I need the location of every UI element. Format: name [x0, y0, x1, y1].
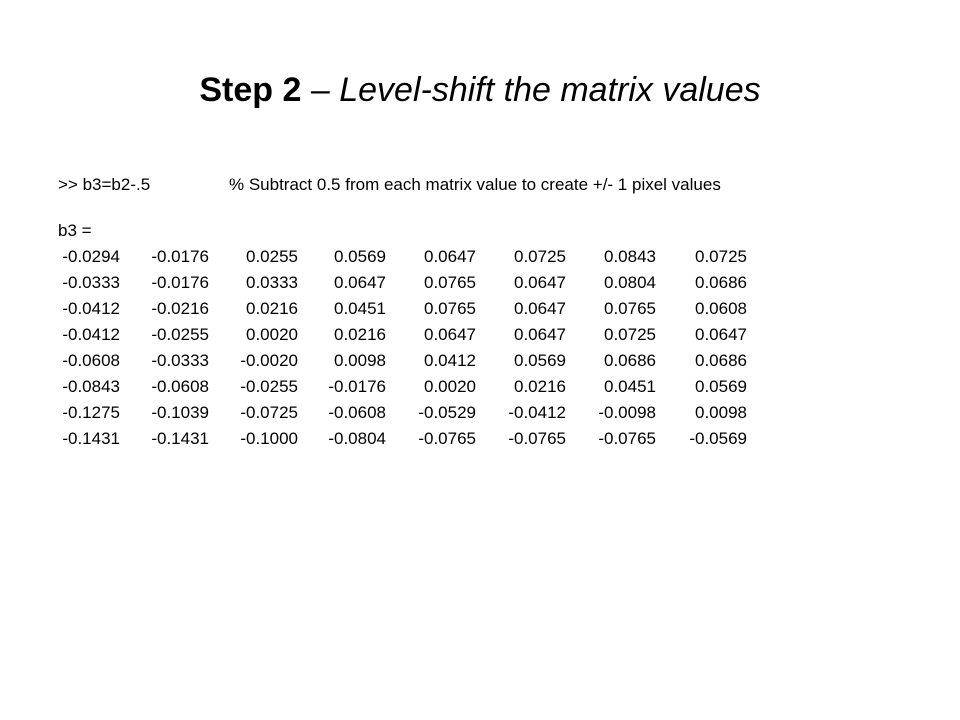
matrix-cell: -0.0412: [508, 403, 566, 422]
matrix-cell: 0.0725: [514, 247, 566, 266]
matrix-cell: 0.0686: [604, 351, 656, 370]
matrix-cell: -0.0294: [62, 247, 120, 266]
matrix-cell: 0.0647: [695, 325, 747, 344]
matrix-cell: -0.0529: [418, 403, 476, 422]
matrix-cell: 0.0569: [334, 247, 386, 266]
matrix-cell: 0.0647: [514, 325, 566, 344]
matrix-cell: -0.0176: [151, 247, 209, 266]
matrix-cell: -0.1039: [151, 403, 209, 422]
matrix-cell: -0.0333: [151, 351, 209, 370]
matrix-cell: 0.0569: [695, 377, 747, 396]
matrix-cell: 0.0725: [695, 247, 747, 266]
matrix-cell: 0.0725: [604, 325, 656, 344]
matrix-cell: 0.0216: [334, 325, 386, 344]
matrix-cell: -0.0176: [151, 273, 209, 292]
command-comment: % Subtract 0.5 from each matrix value to create +/- 1 pixel values: [229, 175, 721, 194]
matrix-cell: 0.0647: [424, 247, 476, 266]
matrix-cell: -0.0804: [328, 429, 386, 448]
matrix-cell: 0.0804: [604, 273, 656, 292]
matrix-cell: -0.0098: [598, 403, 656, 422]
matrix-cell: 0.0216: [246, 299, 298, 318]
matrix-cell: 0.0451: [334, 299, 386, 318]
matrix-cell: 0.0765: [424, 273, 476, 292]
matrix-cell: -0.0176: [328, 377, 386, 396]
matrix-cell: -0.0412: [62, 299, 120, 318]
title-step-label: Step 2: [199, 71, 302, 109]
matrix-cell: 0.0647: [334, 273, 386, 292]
matrix-cell: 0.0569: [514, 351, 566, 370]
matrix-cell: 0.0647: [514, 273, 566, 292]
title-description: Level-shift the matrix values: [339, 71, 761, 109]
matrix-cell: -0.0608: [151, 377, 209, 396]
matrix-cell: -0.0765: [418, 429, 476, 448]
matrix-cell: -0.1431: [62, 429, 120, 448]
matrix-cell: -0.0412: [62, 325, 120, 344]
matrix-cell: 0.0216: [514, 377, 566, 396]
matrix-cell: 0.0686: [695, 273, 747, 292]
matrix-cell: 0.0255: [246, 247, 298, 266]
matrix-cell: 0.0098: [695, 403, 747, 422]
command-input: >> b3=b2-.5: [58, 175, 151, 194]
matrix-cell: -0.0216: [151, 299, 209, 318]
matrix-cell: 0.0843: [604, 247, 656, 266]
matrix-cell: 0.0333: [246, 273, 298, 292]
matrix-cell: 0.0686: [695, 351, 747, 370]
matrix-cell: -0.0020: [240, 351, 298, 370]
matrix-cell: -0.0765: [508, 429, 566, 448]
matrix-cell: -0.0569: [689, 429, 747, 448]
matrix-cell: -0.0843: [62, 377, 120, 396]
matrix-cell: 0.0412: [424, 351, 476, 370]
matrix-cell: 0.0647: [514, 299, 566, 318]
matrix-cell: -0.0255: [240, 377, 298, 396]
matrix-cell: 0.0451: [604, 377, 656, 396]
matrix-cell: -0.0608: [328, 403, 386, 422]
matrix-cell: 0.0765: [604, 299, 656, 318]
output-variable-line: b3 =: [58, 221, 92, 240]
matrix-cell: 0.0765: [424, 299, 476, 318]
matrix-cell: -0.1000: [240, 429, 298, 448]
slide-title: [0, 68, 960, 112]
matrix-cell: 0.0608: [695, 299, 747, 318]
matrix-cell: -0.1431: [151, 429, 209, 448]
matrix-cell: -0.0608: [62, 351, 120, 370]
matrix-cell: -0.0255: [151, 325, 209, 344]
title-separator: –: [301, 71, 340, 109]
matrix-cell: 0.0020: [424, 377, 476, 396]
matrix-cell: -0.0333: [62, 273, 120, 292]
matrix-cell: -0.1275: [62, 403, 120, 422]
matrix-cell: -0.0765: [598, 429, 656, 448]
matrix-cell: 0.0098: [334, 351, 386, 370]
matrix-cell: 0.0020: [246, 325, 298, 344]
matrix-cell: -0.0725: [240, 403, 298, 422]
matrix-cell: 0.0647: [424, 325, 476, 344]
